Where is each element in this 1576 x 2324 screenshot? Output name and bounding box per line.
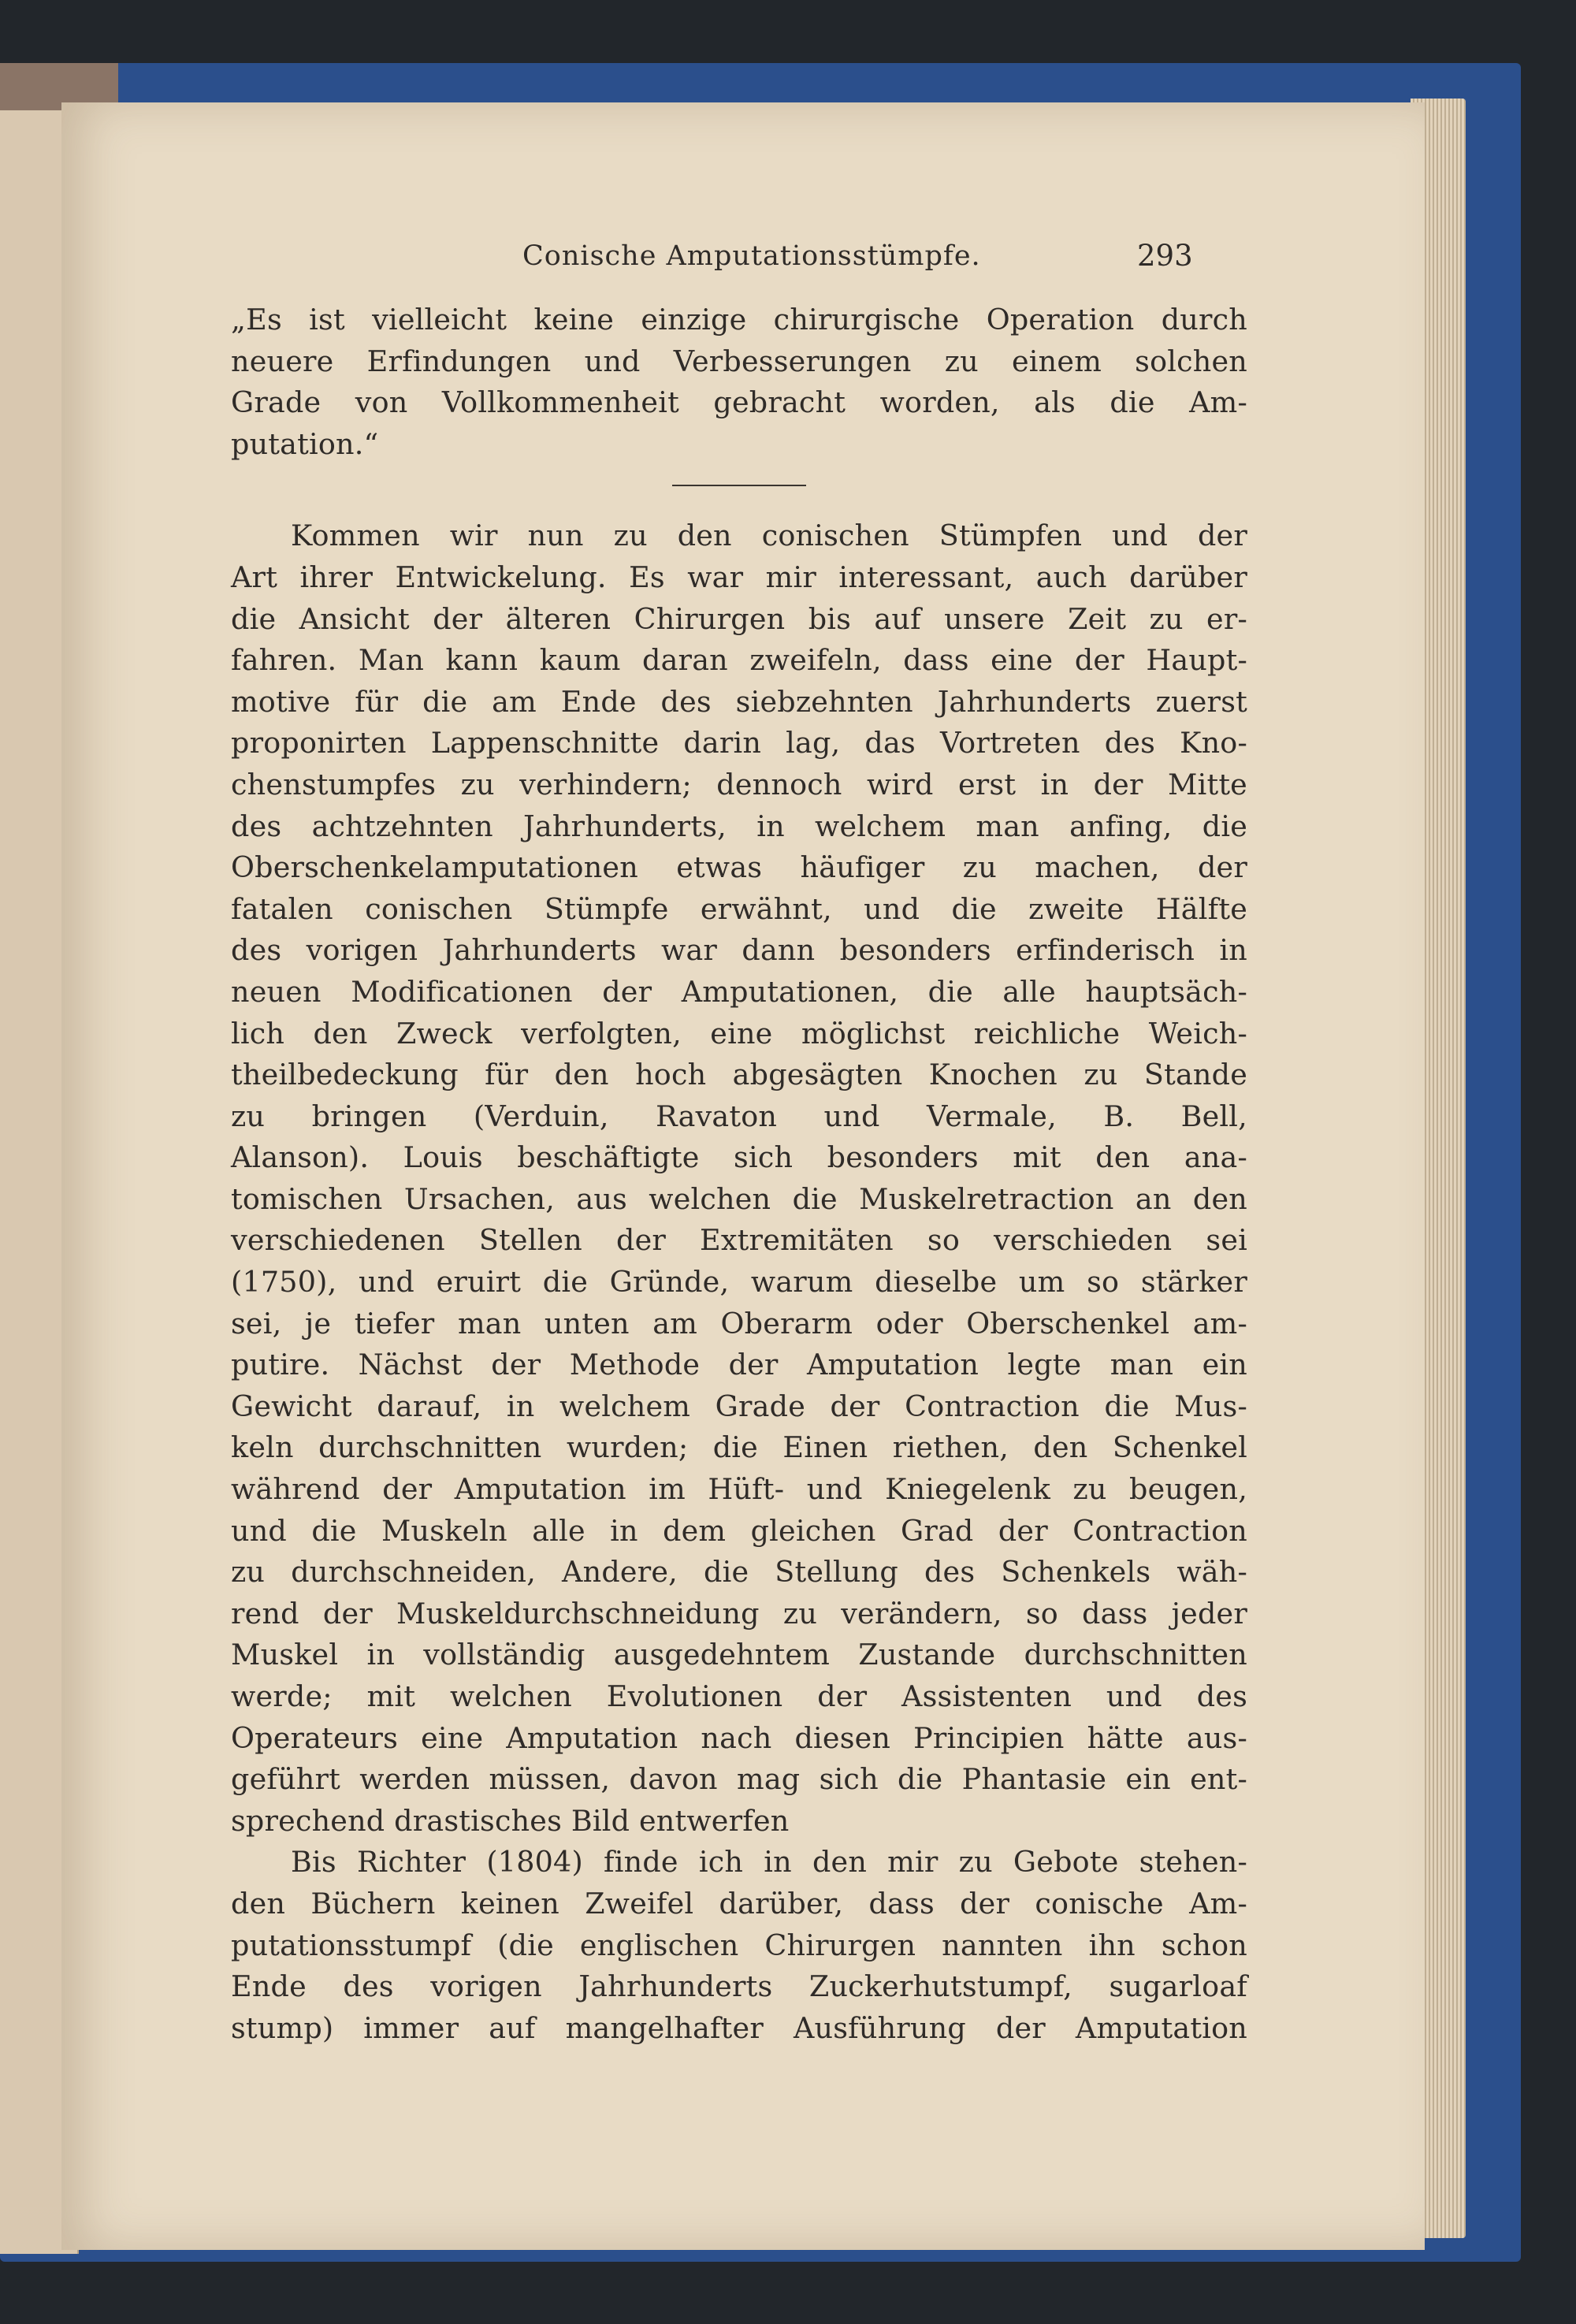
text-line: (1750), und eruirt die Gründe, warum dieselbe um so stärker bbox=[231, 1265, 1247, 1300]
text-line: geführt werden müssen, davon mag sich die Phantasie ein ent- bbox=[231, 1762, 1247, 1797]
text-line: lich den Zweck verfolgten, eine möglichst reichliche Weich- bbox=[231, 1016, 1247, 1050]
text-line: stump) immer auf mangelhafter Ausführung der Amputation bbox=[231, 2010, 1247, 2045]
text-line: Art ihrer Entwickelung. Es war mir interessant, auch darüber bbox=[231, 560, 1247, 594]
text-line: Oberschenkelamputationen etwas häufiger zu machen, der bbox=[231, 850, 1247, 885]
text-line: die Ansicht der älteren Chirurgen bis auf unsere Zeit zu er- bbox=[231, 601, 1247, 636]
text-line: während der Amputation im Hüft- und Kniegelenk zu beugen, bbox=[231, 1472, 1247, 1507]
text-line: Bis Richter (1804) finde ich in den mir zu Gebote stehen- bbox=[291, 1845, 1247, 1880]
text-line: keln durchschnitten wurden; die Einen riethen, den Schenkel bbox=[231, 1430, 1247, 1465]
text-line: theilbedeckung für den hoch abgesägten Knochen zu Stande bbox=[231, 1058, 1247, 1092]
text-line: Operateurs eine Amputation nach diesen Principien hätte aus- bbox=[231, 1720, 1247, 1755]
text-line: werde; mit welchen Evolutionen der Assistenten und des bbox=[231, 1679, 1247, 1713]
text-line: motive für die am Ende des siebzehnten Jahrhunderts zuerst bbox=[231, 684, 1247, 719]
text-line: sei, je tiefer man unten am Oberarm oder Oberschenkel am- bbox=[231, 1306, 1247, 1340]
text-line: Grade von Vollkommenheit gebracht worden, als die Am- bbox=[231, 385, 1247, 420]
text-line: Ende des vorigen Jahrhunderts Zuckerhutstumpf, sugarloaf bbox=[231, 1969, 1247, 2004]
text-line: verschiedenen Stellen der Extremitäten so verschieden sei bbox=[231, 1223, 1247, 1258]
text-line: Muskel in vollständig ausgedehntem Zustande durchschnitten bbox=[231, 1638, 1247, 1672]
text-line: den Büchern keinen Zweifel darüber, dass der conische Am- bbox=[231, 1886, 1247, 1921]
text-line: des vorigen Jahrhunderts war dann besonders erfinderisch in bbox=[231, 933, 1247, 968]
text-line: sprechend drastisches Bild entwerfen bbox=[231, 1803, 790, 1838]
book-page bbox=[61, 102, 1425, 2250]
text-line: rend der Muskeldurchschneidung zu verändern, so dass jeder bbox=[231, 1596, 1247, 1631]
text-line: Alanson). Louis beschäftigte sich besonders mit den ana- bbox=[231, 1140, 1247, 1175]
text-line: proponirten Lappenschnitte darin lag, das Vortreten des Kno- bbox=[231, 726, 1247, 760]
text-line: fatalen conischen Stümpfe erwähnt, und die zweite Hälfte bbox=[231, 891, 1247, 926]
text-line: tomischen Ursachen, aus welchen die Muskelretraction an den bbox=[231, 1181, 1247, 1216]
text-line: putationsstumpf (die englischen Chirurgen nannten ihn schon bbox=[231, 1928, 1247, 1962]
section-divider bbox=[672, 485, 806, 486]
paragraph-1 bbox=[231, 515, 1247, 1842]
text-line: Gewicht darauf, in welchem Grade der Contraction die Mus- bbox=[231, 1389, 1247, 1423]
text-line: chenstumpfes zu verhindern; dennoch wird erst in der Mitte bbox=[231, 767, 1247, 801]
text-line: putation.“ bbox=[231, 426, 379, 461]
text-line: des achtzehnten Jahrhunderts, in welchem man anfing, die bbox=[231, 809, 1247, 843]
paragraph-2 bbox=[231, 1842, 1247, 2049]
text-line: „Es ist vielleicht keine einzige chirurgische Operation durch bbox=[231, 303, 1247, 337]
text-line: zu bringen (Verduin, Ravaton und Vermale, B. Bell, bbox=[231, 1099, 1247, 1133]
running-title: Conische Amputationsstümpfe. bbox=[522, 240, 981, 272]
page-number: 293 bbox=[1137, 239, 1193, 273]
text-line: putire. Nächst der Methode der Amputation legte man ein bbox=[231, 1348, 1247, 1382]
text-line: neuen Modificationen der Amputationen, die alle hauptsäch- bbox=[231, 974, 1247, 1009]
text-block bbox=[231, 299, 1247, 2049]
quote bbox=[231, 299, 1247, 465]
text-line: Kommen wir nun zu den conischen Stümpfen und der bbox=[291, 519, 1247, 553]
text-line: fahren. Man kann kaum daran zweifeln, dass eine der Haupt- bbox=[231, 643, 1247, 678]
text-line: zu durchschneiden, Andere, die Stellung des Schenkels wäh- bbox=[231, 1555, 1247, 1590]
text-line: neuere Erfindungen und Verbesserungen zu einem solchen bbox=[231, 344, 1247, 378]
text-line: und die Muskeln alle in dem gleichen Grad der Contraction bbox=[231, 1513, 1247, 1548]
